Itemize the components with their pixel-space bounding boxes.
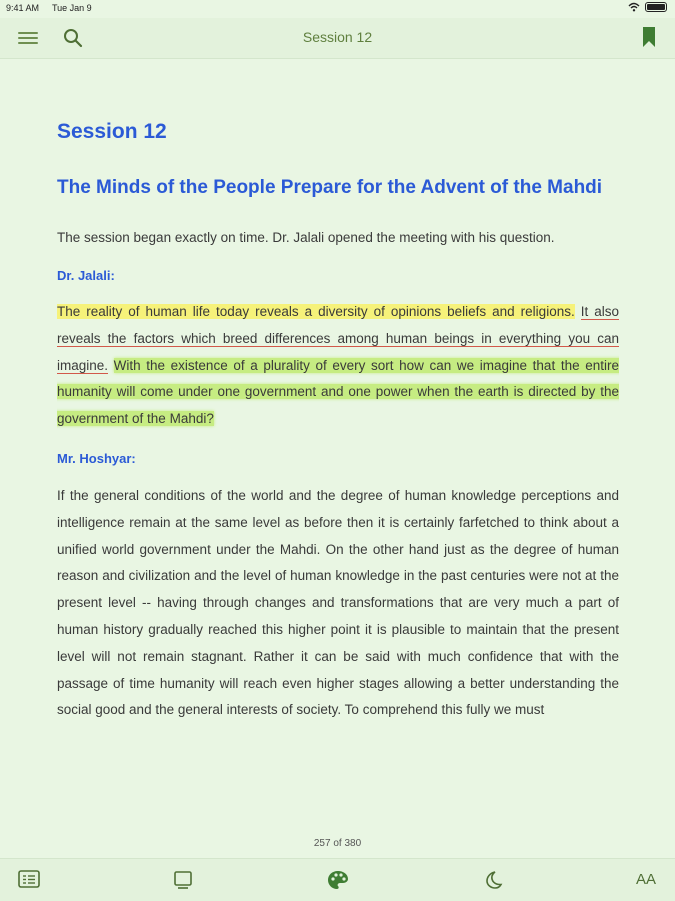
status-date: Tue Jan 9 [52,3,92,13]
chapter-subheading: The Minds of the People Prepare for the Advent of the Mahdi [57,177,603,198]
bottom-toolbar [0,858,675,901]
status-time: 9:41 AM [6,3,40,13]
yellow-highlight[interactable]: The reality of human life today reveals a diversity of opinions beliefs and religions. [57,304,575,319]
status-bar [0,0,675,18]
toolbar-title: Session 12 [302,29,373,45]
reader-content [57,60,619,724]
font-size-button[interactable]: AA [636,871,657,888]
moon-icon[interactable] [483,870,503,890]
top-toolbar [0,18,675,59]
red-underline[interactable]: It also reveals the factors which breed differences among human beings in everything you can imagine. [57,304,619,373]
paragraph-hoshyar: If the general conditions of the world and the degree of human knowledge perceptions and intelligence remain at the same level as before then it is certainly farfetched to think about a unified world government under the Mahdi. On the other hand just as the degree of human reason and civilization and the level of human knowledge in the past centuries were not at the present level -- having through changes and transformations that are very much a part of human history gradually reached this higher point it is plausible to maintain that the present level will not remain stagnant. Rather it can be said with much confidence that with the passage of time humanity will reach even higher stages allowing a better understanding the social good and the general interests of society. To comprehend this fully we must [57,487,619,718]
notes-icon[interactable] [18,870,40,888]
paragraph-jalali [57,299,619,433]
page-layout-icon[interactable] [173,870,193,890]
bookmark-icon[interactable] [642,27,656,47]
chapter-heading: Session 12 [57,120,167,143]
speaker-label-hoshyar: Mr. Hoshyar: [57,450,136,466]
speaker-label-jalali: Dr. Jalali: [57,268,115,283]
palette-icon[interactable] [327,870,349,890]
intro-paragraph: The session began exactly on time. Dr. Jalali opened the meeting with his question. [57,230,555,245]
page-indicator: 257 of 380 [313,838,362,849]
system-indicators [628,2,667,12]
wifi-icon [628,2,640,12]
battery-icon [645,2,667,12]
green-highlight[interactable]: With the existence of a plurality of every sort how can we imagine that the entire humanity will come under one government and one power when the earth is directed by the government of the Mahdi? [57,357,619,427]
